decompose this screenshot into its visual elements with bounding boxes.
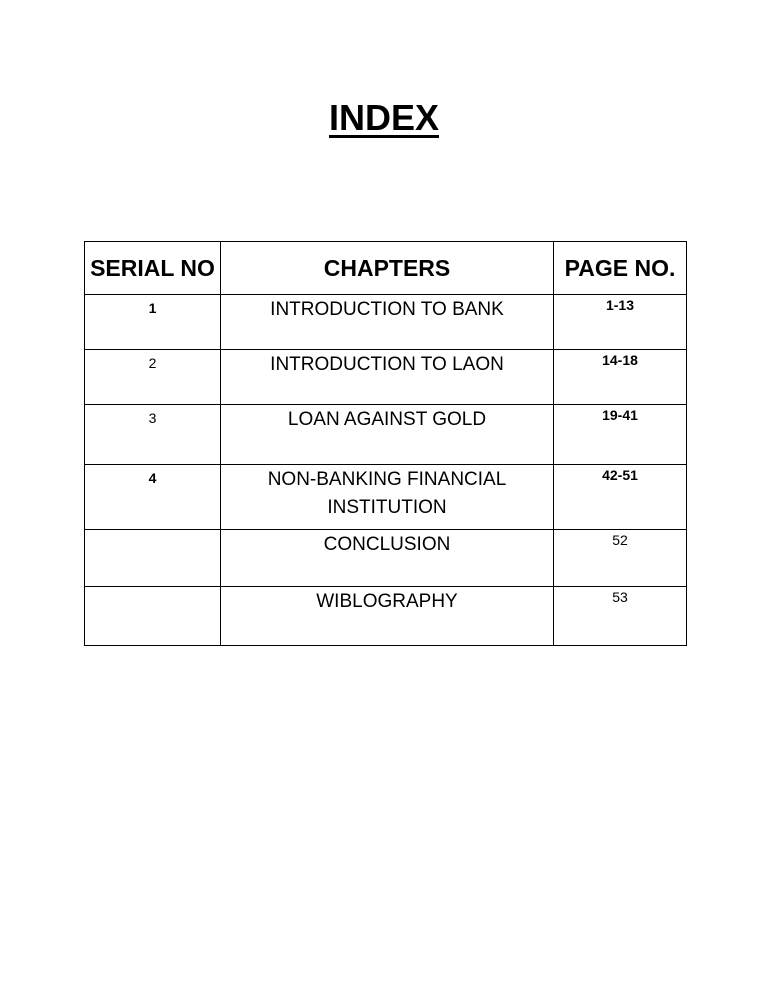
table-row: [85, 530, 687, 587]
table-row: [85, 350, 687, 405]
table-row: [85, 405, 687, 465]
chapter-cell: LOAN AGAINST GOLD: [221, 405, 554, 465]
page-range-cell: 1-13: [554, 295, 687, 350]
table-row: [85, 465, 687, 530]
chapter-cell: NON-BANKING FINANCIAL INSTITUTION: [221, 465, 554, 530]
serial-cell: 3: [85, 405, 221, 465]
page-range-cell: 53: [554, 587, 687, 646]
serial-no-header: SERIAL NO: [85, 242, 221, 295]
serial-cell: 1: [85, 295, 221, 350]
serial-cell: 4: [85, 465, 221, 530]
table-header-row: [85, 242, 687, 295]
serial-cell: 2: [85, 350, 221, 405]
chapters-header: CHAPTERS: [221, 242, 554, 295]
table-row: [85, 295, 687, 350]
serial-cell: [85, 530, 221, 587]
table-row: [85, 587, 687, 646]
serial-cell: [85, 587, 221, 646]
page-range-cell: 42-51: [554, 465, 687, 530]
page-title: INDEX: [328, 97, 440, 138]
chapter-cell: WIBLOGRAPHY: [221, 587, 554, 646]
chapter-cell: CONCLUSION: [221, 530, 554, 587]
page-range-cell: 52: [554, 530, 687, 587]
page-range-cell: 14-18: [554, 350, 687, 405]
page-range-cell: 19-41: [554, 405, 687, 465]
page-no-header: PAGE NO.: [554, 242, 687, 295]
chapter-cell: INTRODUCTION TO BANK: [221, 295, 554, 350]
chapter-cell: INTRODUCTION TO LAON: [221, 350, 554, 405]
index-table: [84, 241, 687, 646]
